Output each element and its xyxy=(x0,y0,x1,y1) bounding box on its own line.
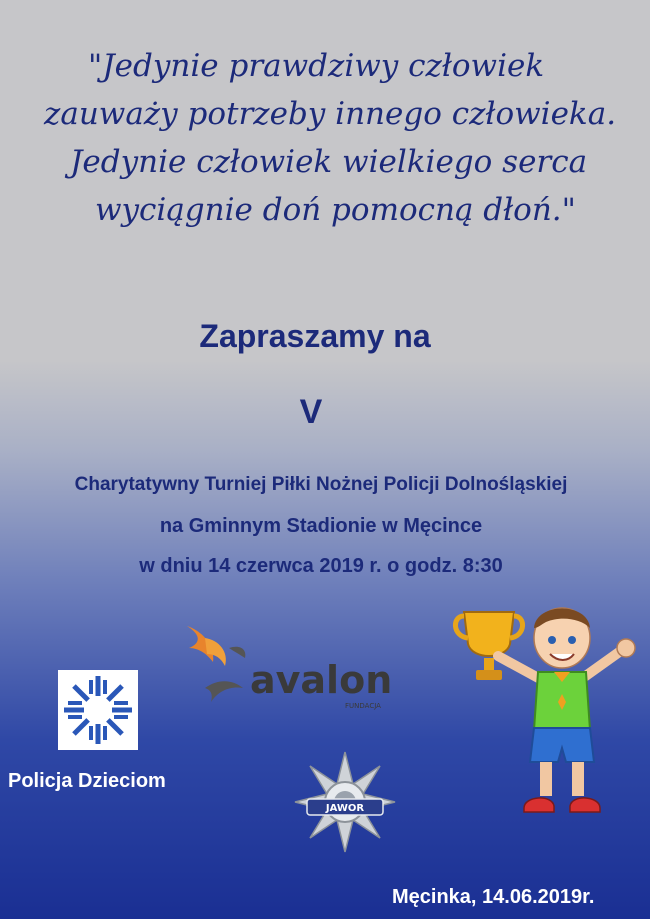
quote-line: zauważy potrzeby innego człowieka. xyxy=(44,96,617,132)
badge-label: JAWOR xyxy=(325,803,365,814)
quote-line: Jedynie człowiek wielkiego serca xyxy=(70,144,588,180)
avalon-subtitle: FUNDACJA xyxy=(345,702,381,710)
police-star-logo-icon xyxy=(58,670,138,750)
avalon-wordmark: avalon xyxy=(250,658,393,702)
edition-number: V xyxy=(299,393,323,431)
invitation-heading: Zapraszamy na xyxy=(199,318,431,354)
police-children-label: Policja Dzieciom xyxy=(8,770,166,792)
quote-line: wyciągnie doń pomocną dłoń." xyxy=(95,192,576,228)
boy-with-trophy-icon xyxy=(450,598,640,828)
quote-block xyxy=(0,42,650,234)
event-venue: na Gminnym Stadionie w Męcince xyxy=(159,515,483,537)
police-badge-icon xyxy=(290,750,400,855)
avalon-foundation-logo-icon xyxy=(185,618,400,713)
place-date-footer: Męcinka, 14.06.2019r. xyxy=(392,886,595,908)
event-datetime: w dniu 14 czerwca 2019 r. o godz. 8:30 xyxy=(139,555,503,577)
event-name: Charytatywny Turniej Piłki Nożnej Policji Dolnośląskiej xyxy=(74,474,568,495)
quote-line: "Jedynie prawdziwy człowiek xyxy=(88,48,545,84)
